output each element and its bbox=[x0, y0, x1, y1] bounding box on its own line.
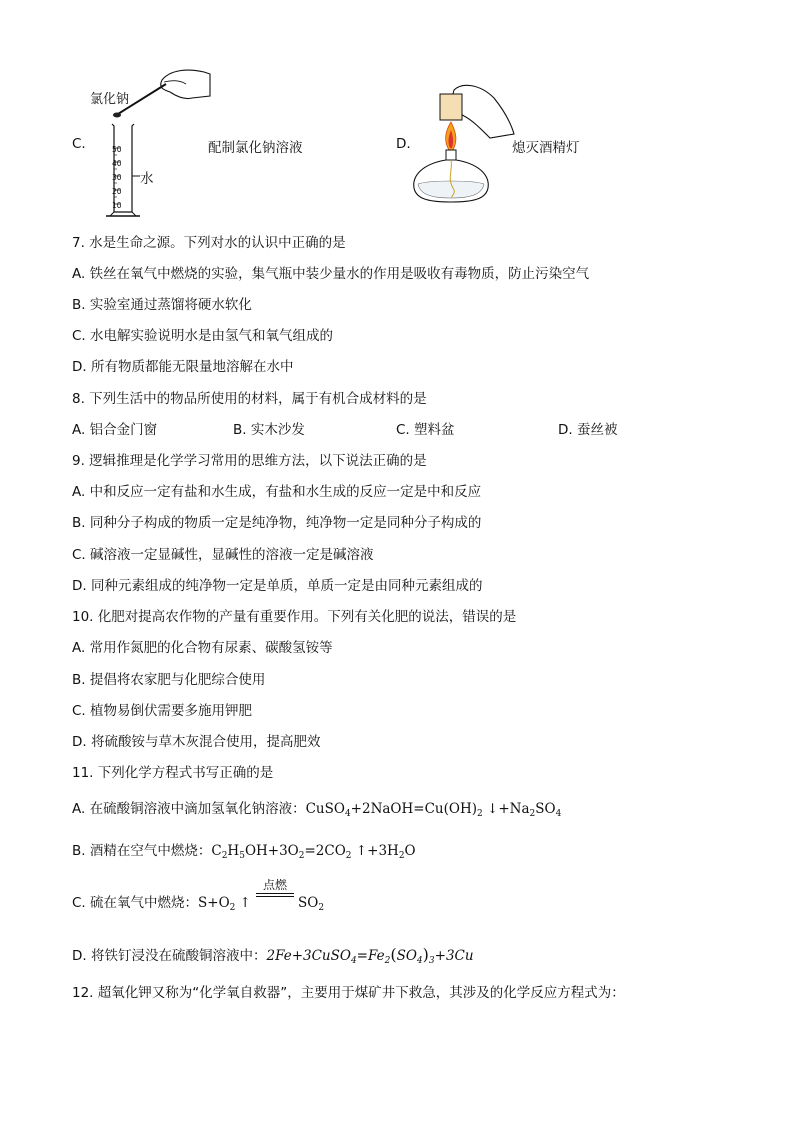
question-8-stem: 8. 下列生活中的物品所使用的材料，属于有机合成材料的是 bbox=[72, 391, 427, 407]
option-d-caption: 熄灭酒精灯 bbox=[512, 140, 580, 156]
question-7-option-b: B. 实验室通过蒸馏将硬水软化 bbox=[72, 297, 252, 313]
option-a-text: A. 在硫酸铜溶液中滴加氢氧化钠溶液： bbox=[72, 801, 306, 817]
hand-icon bbox=[161, 70, 210, 98]
option-d-text: D. 将铁钉浸没在硫酸铜溶液中： bbox=[72, 948, 267, 964]
tick-label: 20 bbox=[112, 187, 122, 196]
equation-a: $CuSO_4+2NaOH=Cu(OH)_2$ $↓+Na_2SO_4$ bbox=[305, 801, 562, 819]
equation-b: $C_2H_5OH+3O_2=2CO_2$ $↑+3H_2O$ bbox=[211, 843, 416, 861]
question-9-option-a: A. 中和反应一定有盐和水生成，有盐和水生成的反应一定是中和反应 bbox=[72, 484, 482, 500]
question-9-option-b: B. 同种分子构成的物质一定是纯净物，纯净物一定是同种分子构成的 bbox=[72, 515, 482, 531]
question-10-stem: 10. 化肥对提高农作物的产量有重要作用。下列有关化肥的说法，错误的是 bbox=[72, 609, 517, 625]
tick-label: 30 bbox=[112, 173, 122, 182]
water-label: 水 bbox=[140, 171, 154, 187]
tick-label: 10 bbox=[112, 201, 122, 210]
question-7-stem: 7. 水是生命之源。下列对水的认识中正确的是 bbox=[72, 235, 346, 251]
question-8-option-b: B. 实木沙发 bbox=[233, 422, 305, 438]
question-10-option-b: B. 提倡将农家肥与化肥综合使用 bbox=[72, 672, 266, 688]
question-11-stem: 11. 下列化学方程式书写正确的是 bbox=[72, 765, 274, 781]
question-11-option-c bbox=[72, 894, 251, 912]
equation-c-left: $S+O_2$ ↑ bbox=[198, 895, 251, 913]
condition-label: 点燃 bbox=[262, 878, 287, 892]
question-7-option-c: C. 水电解实验说明水是由氢气和氧气组成的 bbox=[72, 328, 334, 344]
tick-label: 40 bbox=[112, 159, 122, 168]
question-10-option-c: C. 植物易倒伏需要多施用钾肥 bbox=[72, 703, 253, 719]
cylinder-tick-labels bbox=[112, 143, 122, 213]
question-7-option-a: A. 铁丝在氧气中燃烧的实验，集气瓶中装少量水的作用是吸收有毒物质，防止污染空气 bbox=[72, 266, 590, 282]
question-12-stem: 12. 超氧化钾又称为“化学氧自救器”，主要用于煤矿井下救急，其涉及的化学反应方程式为： bbox=[72, 985, 625, 1001]
spatula-icon bbox=[118, 84, 166, 114]
tick-label: 50 bbox=[112, 145, 122, 154]
lamp-cap-icon bbox=[440, 94, 462, 120]
question-9-option-d: D. 同种元素组成的纯净物一定是单质，单质一定是由同种元素组成的 bbox=[72, 578, 483, 594]
equation-d: $2Fe+3CuSO_4=Fe_2(SO_4)_3+3Cu$ bbox=[266, 945, 474, 966]
question-11-option-b bbox=[72, 842, 416, 860]
reaction-condition bbox=[256, 878, 294, 897]
option-c-label: C. bbox=[72, 136, 86, 152]
question-8-option-a: A. 铝合金门窗 bbox=[72, 422, 158, 438]
equals-sign bbox=[256, 893, 294, 897]
question-8-option-c: C. 塑料盆 bbox=[396, 422, 455, 438]
question-10-option-a: A. 常用作氮肥的化合物有尿素、碳酸氢铵等 bbox=[72, 640, 333, 656]
equation-c-right: $SO_2$ bbox=[298, 895, 325, 913]
option-c-caption: 配制氯化钠溶液 bbox=[208, 140, 303, 156]
question-9-stem: 9. 逻辑推理是化学学习常用的思维方法，以下说法正确的是 bbox=[72, 453, 427, 469]
option-b-text: B. 酒精在空气中燃烧： bbox=[72, 843, 212, 859]
question-8-option-d: D. 蚕丝被 bbox=[558, 422, 618, 438]
question-11-option-d bbox=[72, 946, 474, 965]
option-c-text: C. 硫在氧气中燃烧： bbox=[72, 895, 199, 911]
option-d-label: D. bbox=[396, 136, 411, 152]
alcohol-lamp-illustration bbox=[410, 80, 520, 210]
question-9-option-c: C. 碱溶液一定显碱性，显碱性的溶液一定是碱溶液 bbox=[72, 547, 374, 563]
question-11-option-a bbox=[72, 800, 561, 818]
question-10-option-d: D. 将硫酸铵与草木灰混合使用，提高肥效 bbox=[72, 734, 321, 750]
question-7-option-d: D. 所有物质都能无限量地溶解在水中 bbox=[72, 359, 294, 375]
sodium-chloride-label: 氯化钠 bbox=[90, 92, 130, 107]
